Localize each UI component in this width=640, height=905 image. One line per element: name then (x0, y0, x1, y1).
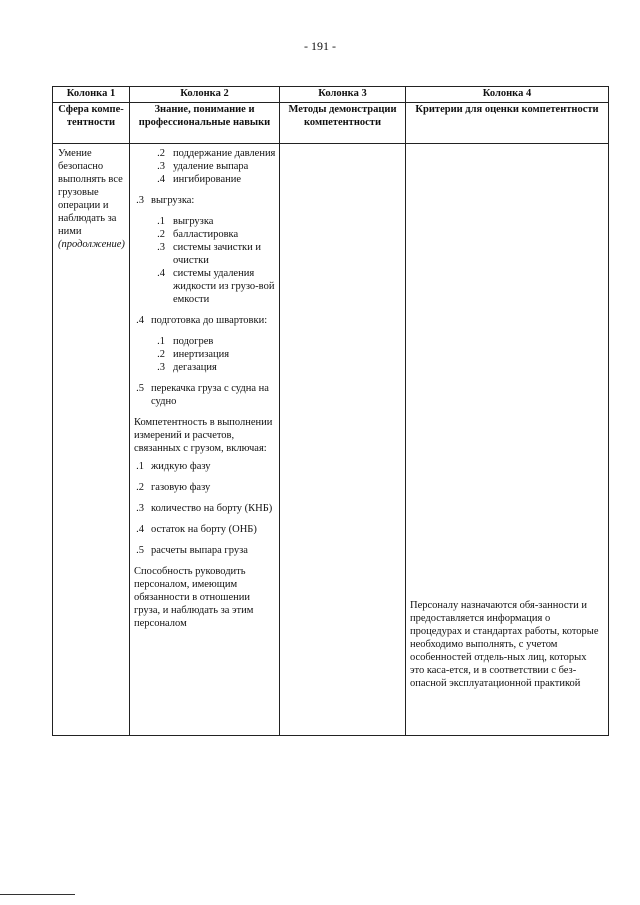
subheader-row (53, 103, 609, 144)
competence-table (52, 86, 609, 736)
list-item: .3 дегазация (157, 362, 217, 373)
subheader-competence-area: Сфера компе-тентности (53, 103, 130, 144)
unloading-heading: .3 выгрузка: (136, 195, 195, 206)
list-item: .2 поддержание давления (157, 148, 276, 159)
footer-rule (0, 894, 75, 895)
subheader-methods: Методы демонстрации компетентности (280, 103, 406, 144)
subheader-criteria: Критерии для оценки компетентности (406, 103, 609, 144)
list-item: .3 удаление выпара (157, 161, 249, 172)
subheader-knowledge: Знание, понимание и профессиональные навыки (130, 103, 280, 144)
mooring-heading: .4 подготовка до швартовки: (136, 315, 268, 326)
measurement-competence-heading: Компетентность в выполнении измерений и расчетов, связанных с грузом, включая: (134, 417, 273, 454)
list-item: .2 газовую фазу (136, 482, 211, 493)
continuation-note: (продолжение) (58, 239, 125, 250)
criteria-cell (406, 144, 609, 736)
content-row (53, 144, 609, 736)
list-item: .1 жидкую фазу (136, 461, 211, 472)
competence-text: Умение безопасно выполнять все грузовые операции и наблюдать за ними (58, 148, 123, 237)
list-item: .4 системы удаления жидкости из грузо-вой емкости (157, 268, 275, 305)
competence-cell (53, 144, 130, 736)
list-item: .4 ингибирование (157, 174, 242, 185)
column-header-1: Колонка 1 (53, 87, 130, 103)
list-item: .5 расчеты выпара груза (136, 545, 248, 556)
list-item: .3 количество на борту (КНБ) (136, 503, 273, 514)
knowledge-cell (130, 144, 280, 736)
list-item: .1 подогрев (157, 336, 214, 347)
column-header-row (53, 87, 609, 103)
criteria-text: Персоналу назначаются обя-занности и предоставляется информация о процедурах и стандартах работы, которые необходимо выполнять, с учетом особенностей отдель-ных лиц, которых это каса-ется, и в соответствии с без-опасной эксплуатационной практикой (410, 600, 599, 689)
transfer-item: .5 перекачка груза с судна на судно (136, 383, 269, 407)
list-item: .3 системы зачистки и очистки (157, 242, 262, 266)
leadership-paragraph: Способность руководить персоналом, имеющим обязанности в отношении груза, и наблюдать за этим персоналом (134, 566, 254, 629)
list-item: .2 инертизация (157, 349, 230, 360)
column-header-2: Колонка 2 (130, 87, 280, 103)
column-header-3: Колонка 3 (280, 87, 406, 103)
list-item: .2 балластировка (157, 229, 239, 240)
page-number: - 191 - (304, 39, 336, 53)
methods-cell (280, 144, 406, 736)
list-item: .1 выгрузка (157, 216, 214, 227)
list-item: .4 остаток на борту (ОНБ) (136, 524, 257, 535)
column-header-4: Колонка 4 (406, 87, 609, 103)
